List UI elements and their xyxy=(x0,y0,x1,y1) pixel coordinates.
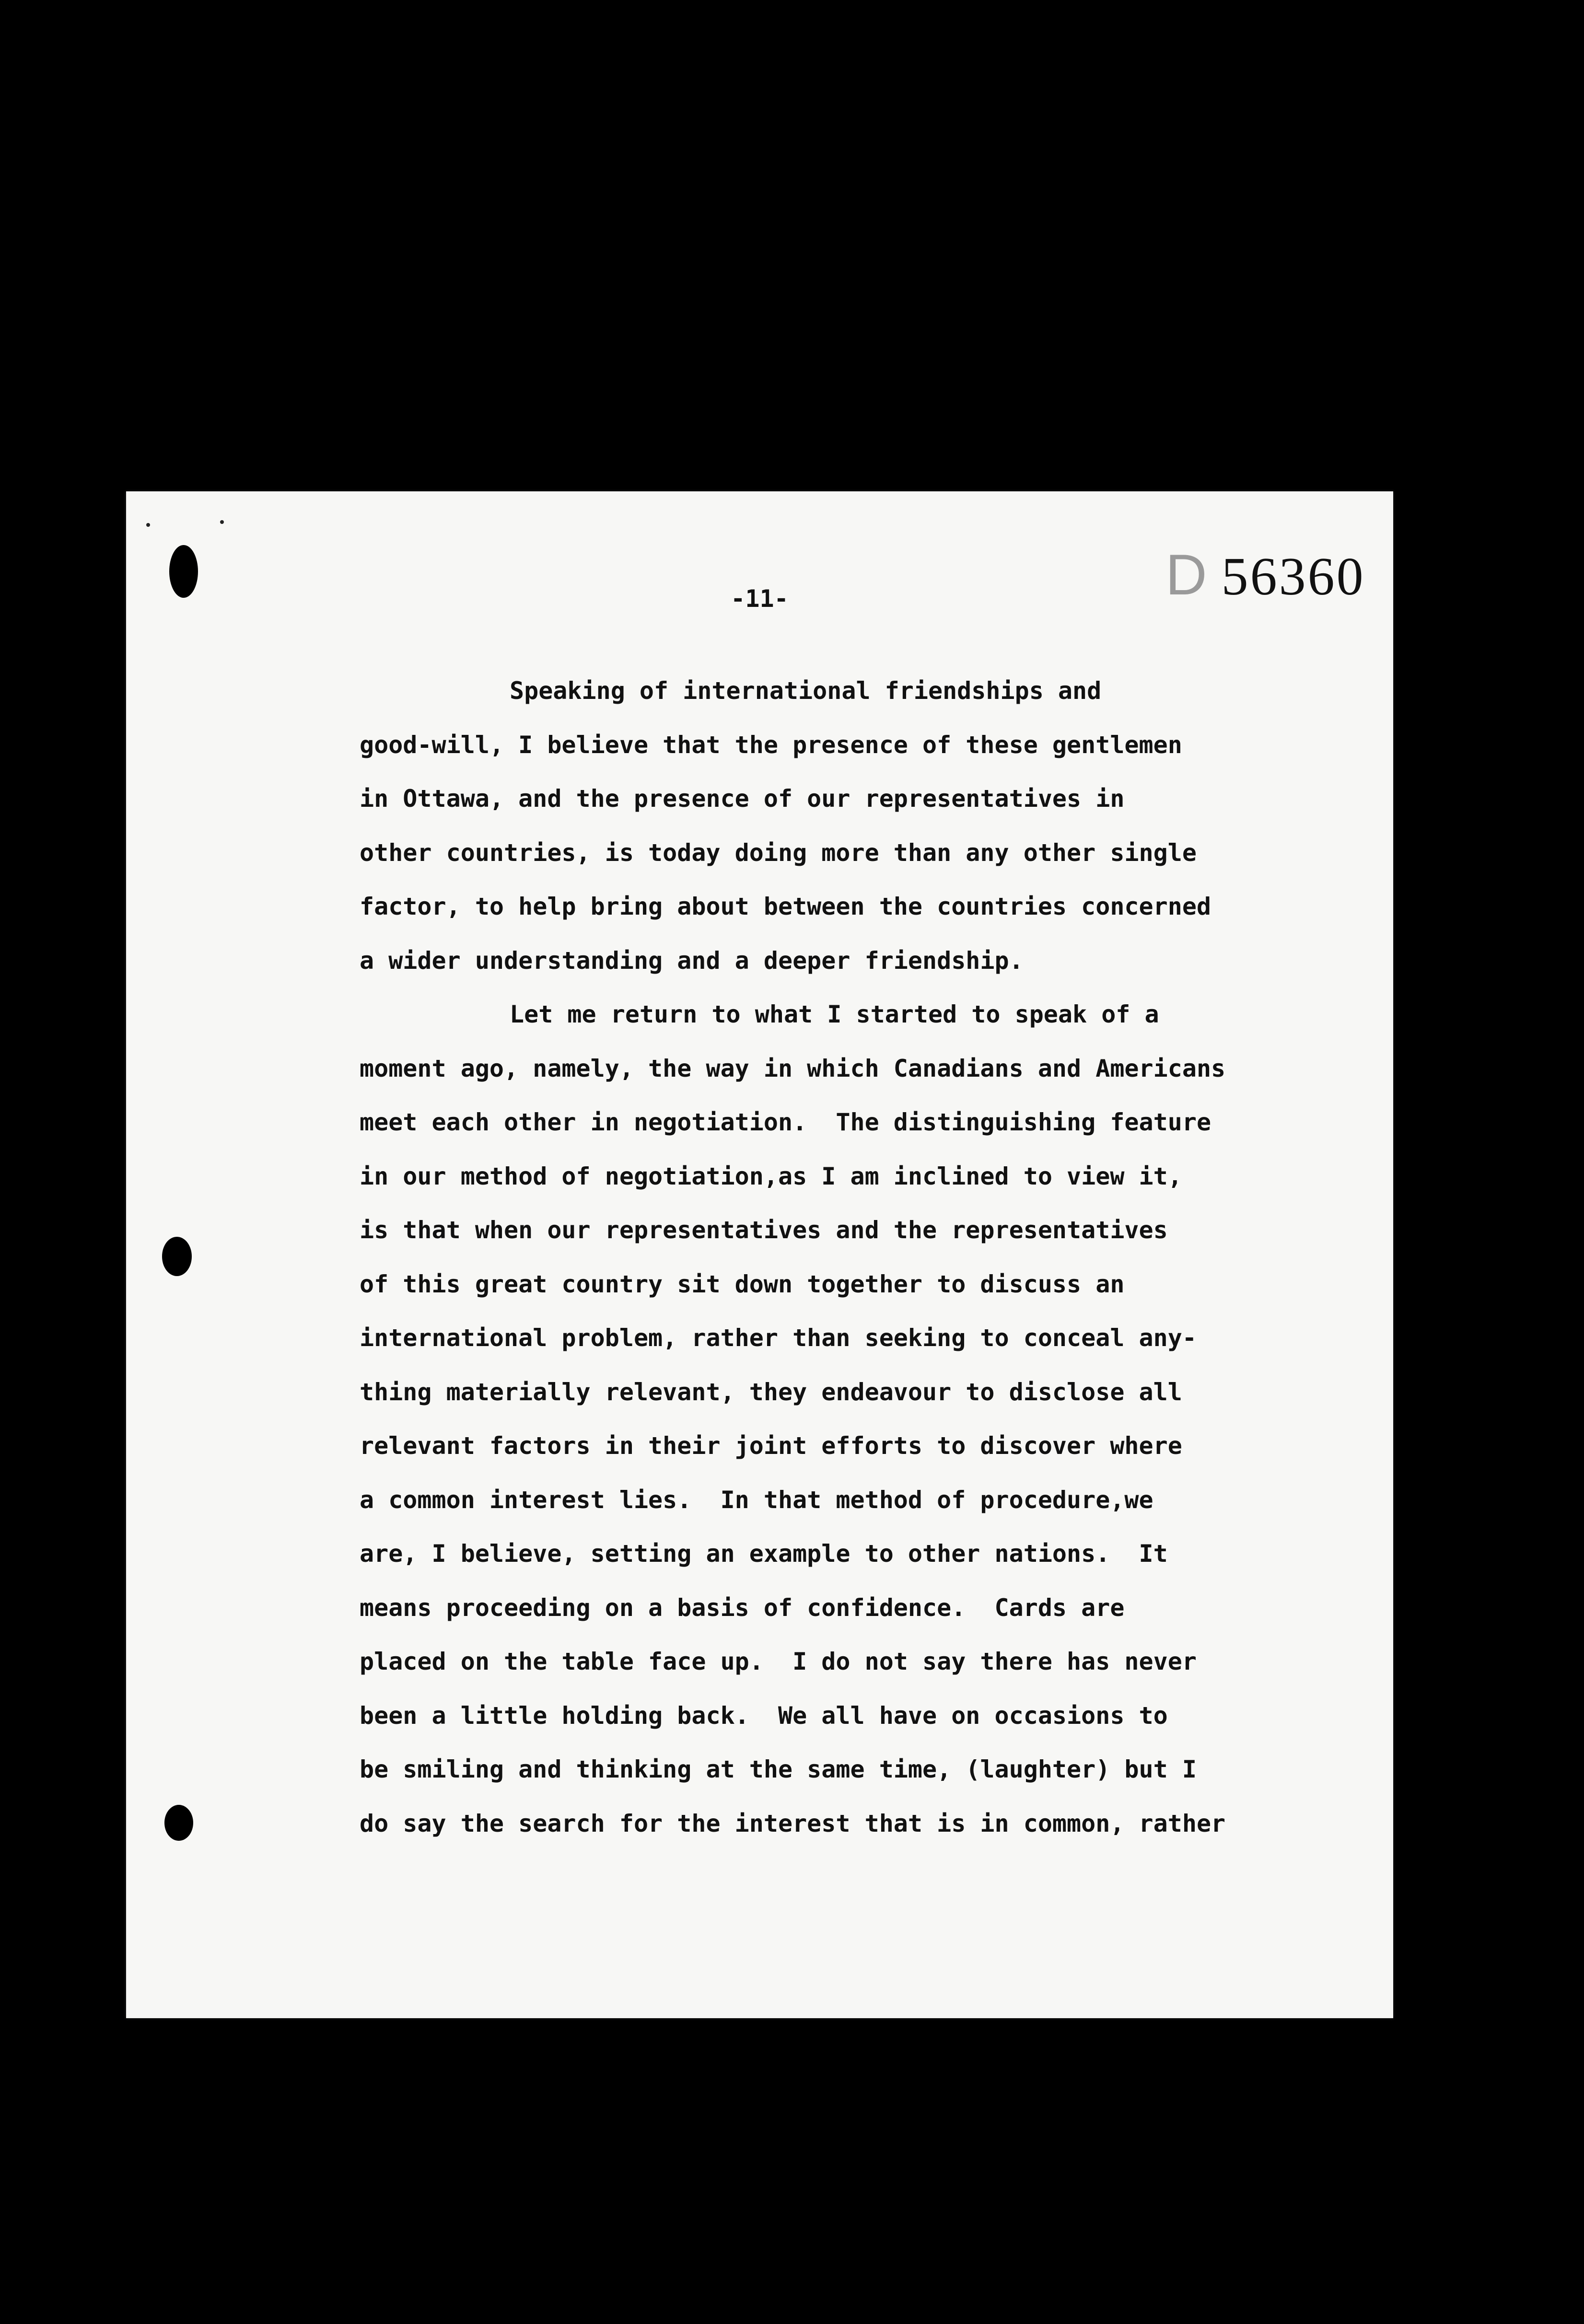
speck-mark xyxy=(220,520,224,524)
text-line: a wider understanding and a deeper friendship. xyxy=(360,946,1024,975)
body-text xyxy=(360,664,1414,1850)
document-stamp-prefix: D xyxy=(1165,543,1209,607)
text-line: of this great country sit down together to discuss an xyxy=(360,1270,1125,1298)
text-line: in Ottawa, and the presence of our representatives in xyxy=(360,785,1125,813)
text-line: a common interest lies. In that method of procedure,we xyxy=(360,1486,1153,1514)
page-number: -11- xyxy=(731,585,789,613)
text-line: good-will, I believe that the presence of these gentlemen xyxy=(360,731,1182,759)
text-line: do say the search for the interest that is in common, rather xyxy=(360,1809,1226,1837)
speck-mark xyxy=(146,523,150,527)
document-stamp-digits: 56360 xyxy=(1221,547,1365,606)
text-line: factor, to help bring about between the countries concerned xyxy=(360,893,1211,920)
punch-hole-bottom xyxy=(164,1805,193,1841)
text-line: moment ago, namely, the way in which Canadians and Americans xyxy=(360,1054,1226,1082)
text-line: international problem, rather than seeking to conceal any- xyxy=(360,1324,1197,1352)
text-line: been a little holding back. We all have on occasions to xyxy=(360,1701,1168,1730)
text-line: Let me return to what I started to speak of a xyxy=(510,1000,1159,1028)
text-line: are, I believe, setting an example to other nations. It xyxy=(360,1540,1168,1568)
text-line: relevant factors in their joint efforts to discover where xyxy=(360,1432,1182,1460)
text-line: meet each other in negotiation. The distinguishing feature xyxy=(360,1108,1211,1136)
document-page xyxy=(126,491,1393,2018)
text-line: be smiling and thinking at the same time, (laughter) but I xyxy=(360,1755,1197,1783)
text-line: placed on the table face up. I do not say there has never xyxy=(360,1648,1197,1675)
text-line: means proceeding on a basis of confidence. Cards are xyxy=(360,1593,1125,1622)
text-line: is that when our representatives and the representatives xyxy=(360,1216,1168,1244)
text-line: in our method of negotiation,as I am inclined to view it, xyxy=(360,1162,1182,1190)
punch-hole-middle xyxy=(162,1237,192,1276)
text-line: Speaking of international friendships and xyxy=(510,677,1102,705)
text-line: thing materially relevant, they endeavour to disclose all xyxy=(360,1378,1182,1406)
text-line: other countries, is today doing more than any other single xyxy=(360,838,1197,867)
